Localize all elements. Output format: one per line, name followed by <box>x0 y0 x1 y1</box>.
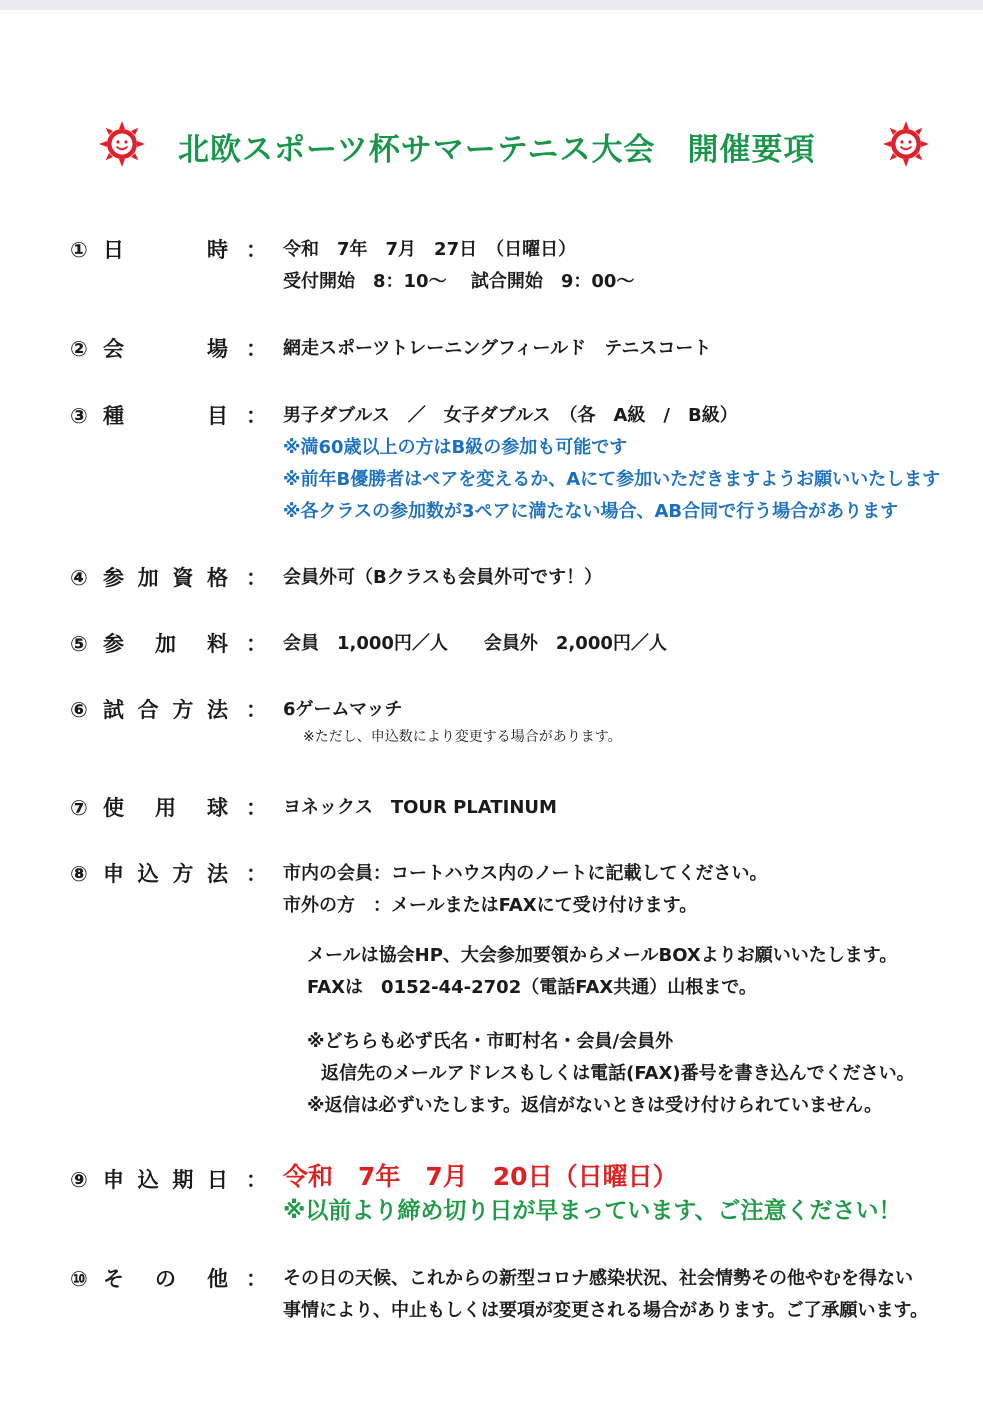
small-note: ※ただし、申込数により変更する場合があります。 <box>303 729 622 745</box>
fax-line: FAXは 0152-44-2702（電話FAX共通）山根まで。 <box>307 977 757 998</box>
method-line: ※返信は必ずいたします。返信がないときは受け付けられていません。 <box>307 1095 883 1116</box>
method-line: 市外の方 ：メールまたはFAXにて受け付けます。 <box>283 895 698 916</box>
deadline-notice: ※以前より締め切り日が早まっています、ご注意ください！ <box>283 1198 902 1224</box>
match-format-text: 6ゲームマッチ <box>283 699 403 720</box>
page-title: 北欧スポーツ杯サマーテニス大会 開催要項 <box>178 132 816 168</box>
sun-face-icon <box>882 120 930 168</box>
event-date: 令和 7年 7月 27日 （日曜日） <box>283 239 577 260</box>
method-line: ※どちらも必ず氏名・市町村名・会員/会員外 <box>307 1031 674 1052</box>
ball-text: ヨネックス TOUR PLATINUM <box>283 797 557 818</box>
venue-name: 網走スポーツトレーニングフィールド テニスコート <box>283 338 712 359</box>
other-line: その日の天候、これからの新型コロナ感染状況、社会情勢その他やむを得ない <box>283 1268 913 1289</box>
deadline-date: 令和 7年 7月 20日（日曜日） <box>283 1162 678 1191</box>
sun-face-icon <box>98 120 146 168</box>
method-line: 返信先のメールアドレスもしくは電話(FAX)番号を書き込んでください。 <box>321 1063 915 1084</box>
event-times: 受付開始 8：10～ 試合開始 9：00～ <box>283 271 635 292</box>
other-line: 事情により、中止もしくは要項が変更される場合があります。ご了承願います。 <box>283 1300 929 1321</box>
event-categories: 男子ダブルス ／ 女子ダブルス （各 A級 / B級） <box>283 405 738 426</box>
top-bar <box>0 0 983 10</box>
note-line: ※前年B優勝者はペアを変えるか、Aにて参加いただきますようお願いいたします <box>283 469 941 490</box>
method-line: メールは協会HP、大会参加要領からメールBOXよりお願いいたします。 <box>307 945 898 966</box>
fee-text: 会員 1,000円／人 会員外 2,000円／人 <box>283 633 667 654</box>
method-line: 市内の会員：コートハウス内のノートに記載してください。 <box>283 863 768 884</box>
title-row <box>0 120 983 170</box>
note-line: ※各クラスの参加数が3ペアに満たない場合、AB合同で行う場合があります <box>283 501 899 522</box>
note-line: ※満60歳以上の方はB級の参加も可能です <box>283 437 628 458</box>
eligibility-text: 会員外可（Bクラスも会員外可です！） <box>283 567 603 588</box>
